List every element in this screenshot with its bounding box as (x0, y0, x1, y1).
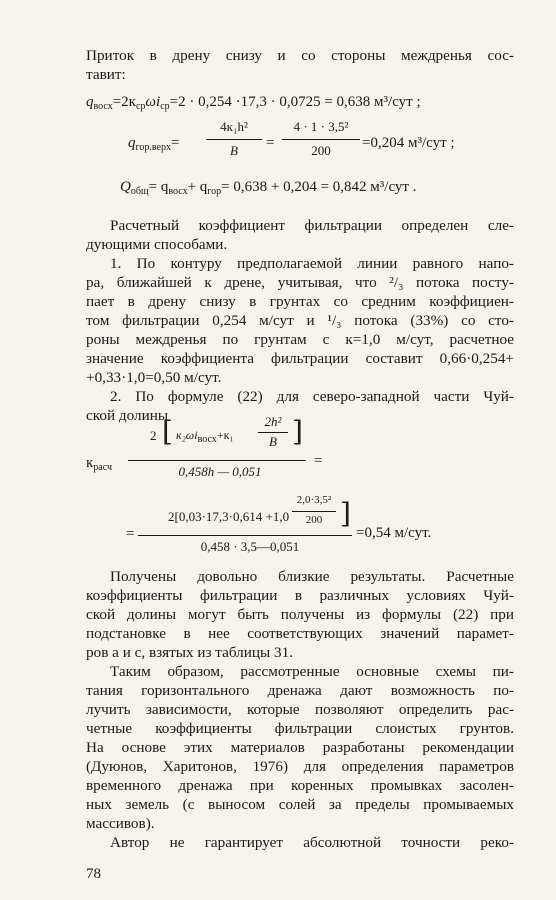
fraction-denominator: 0,458h — 0,051 (178, 464, 262, 479)
paragraph-line: На основе этих материалов разработаны рекомендации (86, 739, 514, 756)
eq-text: = 0,638 + 0,204 = 0,842 м³/сут . (221, 179, 417, 195)
paragraph-line: тавит: (86, 66, 126, 83)
fraction-bar (138, 535, 352, 536)
eq-text: = (314, 453, 323, 469)
fraction-bar (282, 139, 360, 140)
equation-q-obsch (120, 179, 416, 196)
paragraph-line: дующими способами. (86, 236, 228, 253)
paragraph-line: массивов). (86, 815, 155, 832)
paragraph-line: Таким образом, рассмотренные основные схемы пи- (110, 663, 514, 680)
paragraph-line: лучить зависимости, которые позволяют определить рас- (86, 701, 514, 718)
eq-text: = (126, 526, 135, 542)
paragraph-line: ской долины (86, 407, 169, 424)
equation-k-rasch-lhs (86, 455, 112, 472)
fraction-denominator: 200 (311, 143, 331, 158)
fraction-numerator: 2,0·3,5² (296, 494, 332, 506)
eq-text: =0,204 м³/сут ; (362, 135, 455, 151)
paragraph-line: Приток в дрену снизу и со стороны междренья сос- (86, 47, 514, 64)
eq-text: +к₁ (216, 428, 234, 442)
bracket-right: ] (340, 497, 351, 530)
paragraph-line: четные коэффициенты фильтрации слоистых грунтов. (86, 720, 514, 737)
paragraph-line: Автор не гарантирует абсолютной точности реко- (110, 834, 514, 851)
fraction-bar (206, 139, 262, 140)
eq-subscript: гор.верх (135, 142, 171, 153)
paragraph-line: ской долины могут быть получены из формулы (22) при (86, 606, 514, 623)
bracket-right: ] (292, 415, 303, 448)
eq-symbol: q (128, 135, 136, 151)
page-number: 78 (86, 866, 101, 882)
eq-subscript: ср (160, 101, 170, 112)
paragraph-line: подстановке в нее соответствующих значений парамет- (86, 625, 514, 642)
fraction-denominator: B (230, 143, 238, 158)
eq-subscript: общ (130, 186, 149, 197)
paragraph-line: тания горизонтального дренажа дают возможность по- (86, 682, 514, 699)
bracket-left: [ (162, 415, 173, 448)
paragraph-line: ров a и c, взятых из таблицы 31. (86, 644, 293, 661)
paragraph-line: 1. По контуру предполагаемой линии равного напо- (110, 255, 514, 272)
eq-subscript: расч (93, 462, 113, 473)
eq-text: = (266, 135, 275, 151)
eq-text: + q (187, 179, 208, 195)
eq-text: =2 · 0,254 ·17,3 · 0,0725 = 0,638 м³/сут ; (169, 94, 421, 110)
paragraph-line: Расчетный коэффициент фильтрации определен сле- (110, 217, 514, 234)
eq-inner (176, 428, 234, 443)
eq-text: =2к (112, 94, 136, 110)
fraction-denominator: 200 (305, 514, 323, 526)
eq-subscript: гор (207, 186, 222, 197)
fraction-bar (128, 460, 306, 461)
eq-text: = (170, 135, 180, 151)
fraction-numerator: 4к₁h² (220, 119, 248, 134)
eq-symbol: q (86, 94, 94, 110)
fraction-denominator: B (269, 434, 277, 449)
equation-q-gor-verh-lhs (128, 135, 179, 152)
eq-symbol: к (86, 455, 94, 471)
paragraph-line: Получены довольно близкие результаты. Расчетные (110, 568, 514, 585)
paragraph-line: временного дренажа при коренных промывках засолен- (86, 777, 514, 794)
eq-symbol: ωi (145, 94, 161, 110)
eq-subscript: ср (135, 101, 146, 112)
paragraph-line: +0,33·1,0=0,50 м/сут. (86, 369, 222, 386)
paragraph-line: значение коэффициента фильтрации составит 0,66·0,254+ (86, 350, 514, 367)
paragraph-line: роны междренья по грунтам с к=1,0 м/сут, расчетное (86, 331, 514, 348)
paragraph-line: (Дуюнов, Харитонов, 1976) для определения параметров (86, 758, 514, 775)
fraction-numerator: 2h² (264, 414, 282, 429)
eq-subscript: восх (197, 434, 217, 445)
equation-q-vosh (86, 94, 421, 111)
fraction-bar (292, 511, 336, 512)
paragraph-line: коэффициенты фильтрации в различных условиях Чуй- (86, 587, 514, 604)
paragraph-line: ра, ближайшей к дрене, учитывая, что ²/₃ потока посту- (86, 274, 514, 291)
eq-symbol: к₂ωi (176, 428, 198, 442)
paragraph-line: пает в дрену снизу в грунтах со средним коэффициен- (86, 293, 514, 310)
eq-subscript: восх (168, 186, 188, 197)
fraction-denominator: 0,458 · 3,5—0,051 (200, 539, 300, 554)
eq-text: 2 (150, 428, 157, 443)
eq-subscript: восх (93, 101, 113, 112)
fraction-numerator: 4 · 1 · 3,5² (293, 119, 349, 134)
fraction-bar (258, 432, 288, 433)
eq-text: =0,54 м/сут. (356, 525, 432, 541)
paragraph-line: ных земель (с выносом солей за пределы промываемых (86, 796, 514, 813)
eq-text: = q (148, 179, 169, 195)
paragraph-line: том фильтрации 0,254 м/сут и ¹/₃ потока (33%) со сто- (86, 312, 514, 329)
fraction-numerator: 2[0,03·17,3·0,614 +1,0 (168, 509, 290, 524)
paragraph-line: 2. По формуле (22) для северо-западной части Чуй- (110, 388, 514, 405)
eq-symbol: Q (120, 179, 131, 195)
